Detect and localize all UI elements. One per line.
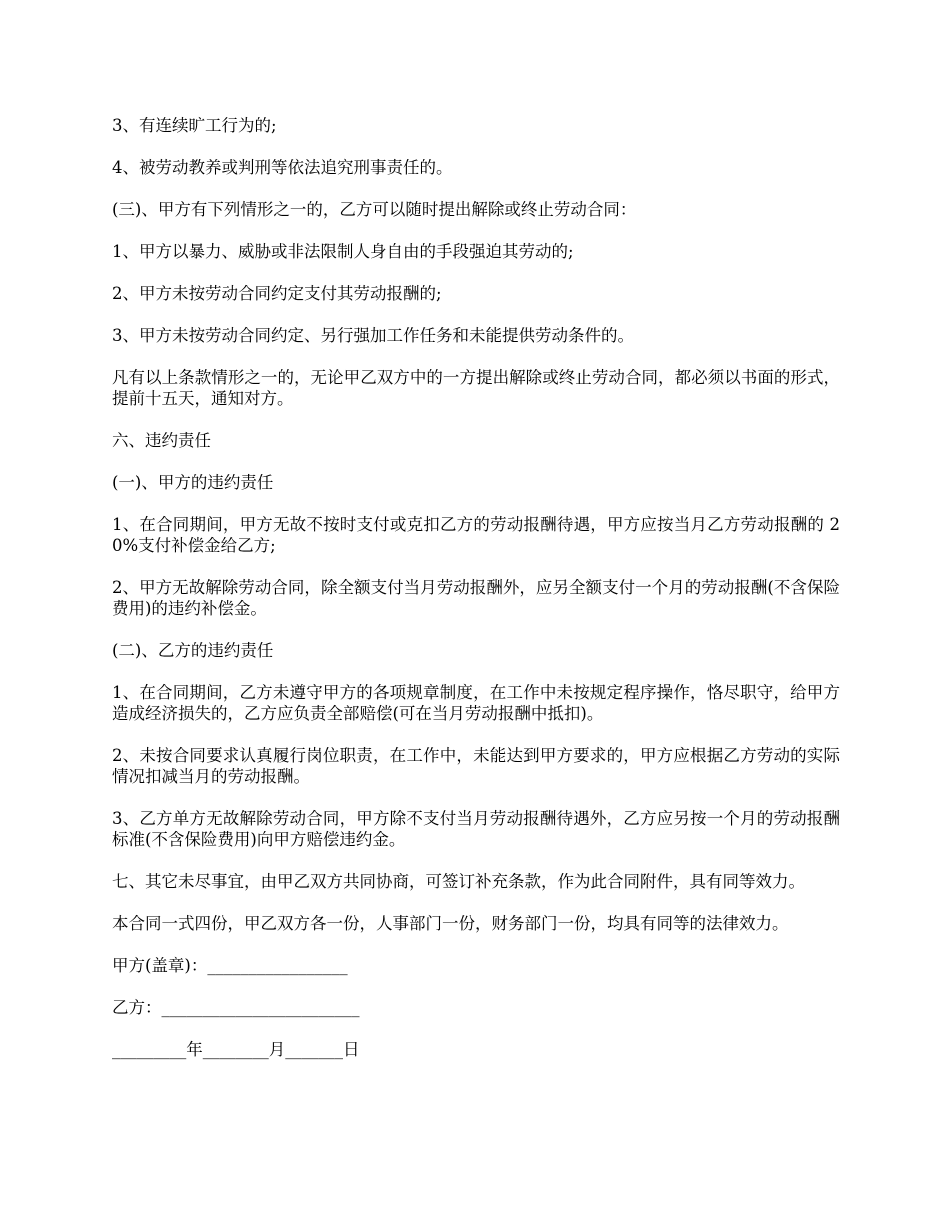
termination-notice-paragraph: 凡有以上条款情形之一的，无论甲乙双方中的一方提出解除或终止劳动合同，都必须以书面的形式，提前十五天，通知对方。 xyxy=(112,368,840,408)
party-a-liability-clause-2: 2、甲方无故解除劳动合同，除全额支付当月劳动报酬外，应另全额支付一个月的劳动报酬(不含保险费用)的违约补偿金。 xyxy=(112,578,840,618)
clause-3-extra-tasks: 3、甲方未按劳动合同约定、另行强加工作任务和未能提供劳动条件的。 xyxy=(112,326,634,345)
section-3-heading: (三)、甲方有下列情形之一的，乙方可以随时提出解除或终止劳动合同： xyxy=(112,200,637,219)
date-line: _________年________月_______日 xyxy=(112,1040,360,1059)
party-a-liability-clause-1: 1、在合同期间，甲方无故不按时支付或克扣乙方的劳动报酬待遇，甲方应按当月乙方劳动报酬的 20%支付补偿金给乙方; xyxy=(112,515,840,555)
party-b-signature-line: 乙方：________________________ xyxy=(112,998,360,1017)
party-b-liability-clause-1: 1、在合同期间，乙方未遵守甲方的各项规章制度，在工作中未按规定程序操作，恪尽职守，给甲方造成经济损失的，乙方应负责全部赔偿(可在当月劳动报酬中抵扣)。 xyxy=(112,683,840,723)
section-7-paragraph: 七、其它未尽事宜，由甲乙双方共同协商，可签订补充条款，作为此合同附件，具有同等效力。 xyxy=(112,872,805,891)
party-b-liability-heading: (二)、乙方的违约责任 xyxy=(112,641,274,660)
party-b-liability-clause-2: 2、未按合同要求认真履行岗位职责，在工作中，未能达到甲方要求的，甲方应根据乙方劳动的实际情况扣减当月的劳动报酬。 xyxy=(112,746,840,786)
clause-4-criminal-liability: 4、被劳动教养或判刑等依法追究刑事责任的。 xyxy=(112,158,453,177)
party-a-signature-line: 甲方(盖章)：_________________ xyxy=(112,956,348,975)
section-6-heading: 六、违约责任 xyxy=(112,431,211,450)
party-b-liability-clause-3: 3、乙方单方无故解除劳动合同，甲方除不支付当月劳动报酬待遇外，乙方应另按一个月的劳动报酬标准(不含保险费用)向甲方赔偿违约金。 xyxy=(112,809,840,849)
clause-2-unpaid-wages: 2、甲方未按劳动合同约定支付其劳动报酬的; xyxy=(112,284,442,303)
clause-1-forced-labor: 1、甲方以暴力、威胁或非法限制人身自由的手段强迫其劳动的; xyxy=(112,242,574,261)
copies-paragraph: 本合同一式四份，甲乙双方各一份，人事部门一份，财务部门一份，均具有同等的法律效力。 xyxy=(112,914,789,933)
clause-3-absenteeism: 3、有连续旷工行为的; xyxy=(112,116,277,135)
party-a-liability-heading: (一)、甲方的违约责任 xyxy=(112,473,274,492)
